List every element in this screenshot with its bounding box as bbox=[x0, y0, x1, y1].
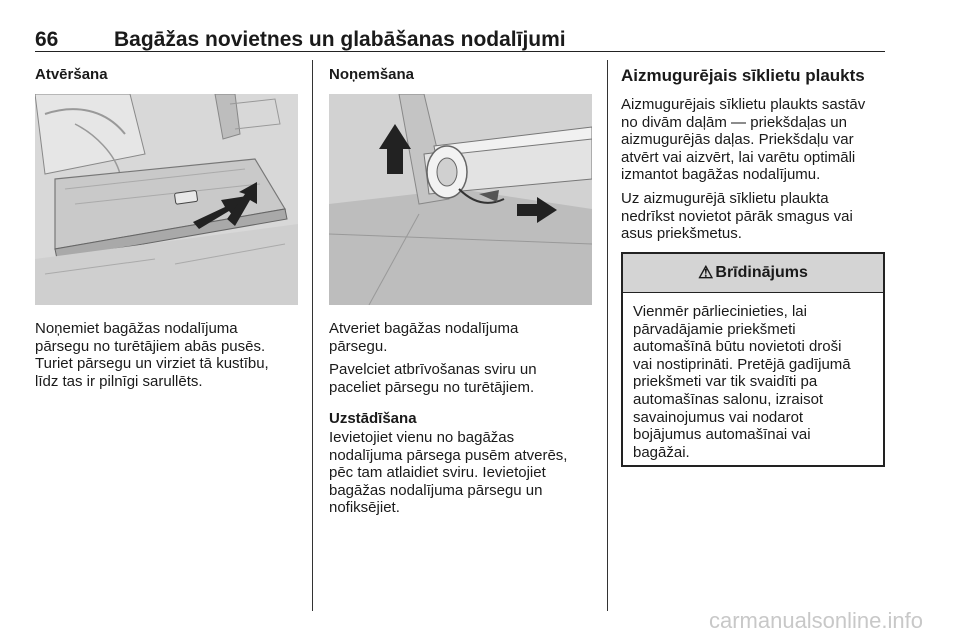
text-line: automašīnas salonu, izraisot bbox=[633, 390, 824, 408]
installation-instructions bbox=[329, 429, 599, 517]
text-line: Noņemiet bagāžas nodalījuma bbox=[35, 320, 238, 337]
subheading-installation: Uzstādīšana bbox=[329, 410, 417, 427]
text-line: Ievietojiet vienu no bagāžas bbox=[329, 429, 515, 446]
text-line: pārvadājamie priekšmeti bbox=[633, 320, 796, 338]
text-line: bojājumus automašīnai vai bbox=[633, 426, 811, 444]
warning-body bbox=[623, 293, 883, 471]
column-divider bbox=[312, 60, 313, 611]
text-line: atvērt vai aizvērt, lai varētu optimāli bbox=[621, 148, 856, 166]
section-heading-rear-shelf: Aizmugurējais sīklietu plaukts bbox=[621, 66, 865, 85]
removal-step-2 bbox=[329, 361, 599, 396]
removal-step-1 bbox=[329, 320, 599, 355]
text-line: Turiet pārsegu un virziet tā kustību, bbox=[35, 355, 269, 373]
warning-title: Brīdinājums bbox=[715, 264, 808, 281]
text-line: no divām daļām — priekšdaļas un bbox=[621, 113, 847, 131]
text-line: pēc tam atlaidiet sviru. Ievietojiet bbox=[329, 464, 546, 482]
watermark: carmanualsonline.info bbox=[708, 608, 923, 633]
text-line: Pavelciet atbrīvošanas sviru un bbox=[329, 361, 537, 378]
text-line: pārsegu no turētājiem abās pusēs. bbox=[35, 337, 266, 355]
opening-instructions bbox=[35, 320, 305, 390]
text-line: paceliet pārsegu no turētājiem. bbox=[329, 378, 535, 396]
rear-shelf-load-note bbox=[621, 190, 889, 243]
text-line: asus priekšmetus. bbox=[621, 225, 742, 243]
text-line: automašīnā būtu novietoti droši bbox=[633, 338, 842, 356]
column-divider bbox=[607, 60, 608, 611]
text-line: bagāžas nodalījuma pārsegu un bbox=[329, 481, 543, 499]
illustration-cover-removal bbox=[329, 94, 592, 305]
text-line: aizmugurējās daļas. Priekšdaļu var bbox=[621, 131, 854, 149]
text-line: izmantot bagāžas nodalījumu. bbox=[621, 166, 821, 184]
text-line: priekšmeti var tik svaidīti pa bbox=[633, 373, 818, 391]
rear-shelf-description bbox=[621, 96, 889, 184]
text-line: nedrīkst novietot pārāk smagus vai bbox=[621, 207, 853, 225]
page-number: 66 bbox=[35, 28, 59, 51]
text-line: līdz tas ir pilnīgi sarullēts. bbox=[35, 372, 203, 390]
page-title: Bagāžas novietnes un glabāšanas nodalījumi bbox=[114, 28, 566, 51]
text-line: nodalījuma pārsega pusēm atverēs, bbox=[329, 446, 568, 464]
text-line: pārsegu. bbox=[329, 337, 388, 355]
text-line: Aizmugurējais sīklietu plaukts sastāv bbox=[621, 96, 866, 113]
text-line: Uz aizmugurējā sīklietu plaukta bbox=[621, 190, 829, 207]
text-line: vai nostiprināti. Pretējā gadījumā bbox=[633, 355, 851, 373]
warning-header bbox=[623, 254, 883, 293]
section-heading-removal: Noņemšana bbox=[329, 66, 415, 83]
header-divider bbox=[35, 51, 885, 52]
text-line: nofiksējiet. bbox=[329, 499, 400, 517]
warning-box bbox=[621, 252, 885, 467]
illustration-cover-opening bbox=[35, 94, 298, 305]
text-line: savainojumus vai nodarot bbox=[633, 408, 804, 426]
text-line: Vienmēr pārliecinieties, lai bbox=[633, 303, 807, 320]
section-heading-opening: Atvēršana bbox=[35, 66, 108, 83]
text-line: Atveriet bagāžas nodalījuma bbox=[329, 320, 519, 337]
text-line: bagāžai. bbox=[633, 443, 690, 461]
warning-triangle-icon: ⚠ bbox=[698, 263, 714, 282]
